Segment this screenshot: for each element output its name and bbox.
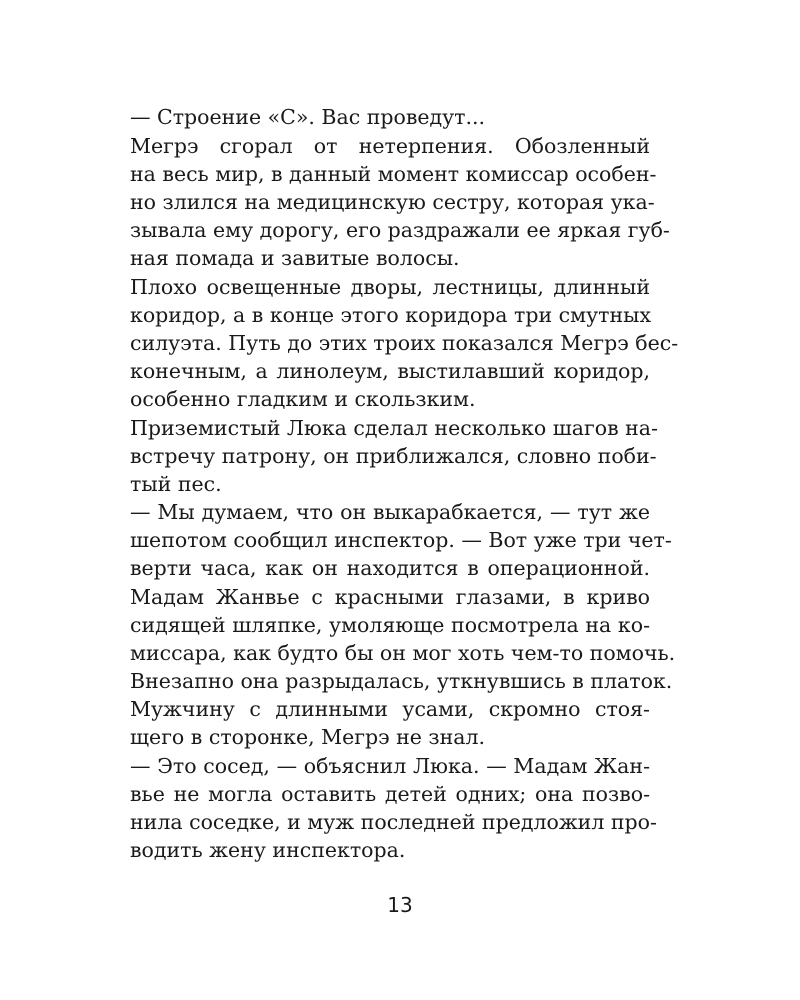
text-line: Приземистый Люка сделал несколько шагов на- [130,416,658,440]
page-number: 13 [387,893,413,917]
text-line: верти часа, как он находится в операционной. [130,556,650,580]
text-line: Мадам Жанвье с красными глазами, в криво [130,585,650,609]
text-line: Плохо освещенные дворы, лестницы, длинный [130,275,650,299]
text-line: силуэта. Путь до этих троих показался Мегрэ бес- [130,331,679,355]
text-line: водить жену инспектора. [130,838,406,862]
text-line: тый пес. [130,472,222,496]
text-line: зывала ему дорогу, его раздражали ее яркая губ- [130,218,670,242]
text-line: Мужчину с длинными усами, скромно стоя- [130,697,650,721]
text-line: щего в сторонке, Мегрэ не знал. [130,725,486,749]
text-line: вье не могла оставить детей одних; она позво- [130,782,650,806]
text-line: миссара, как будто бы он мог хоть чем-то помочь. [130,641,676,665]
text-line: но злился на медицинскую сестру, которая ука- [130,190,655,214]
text-line: на весь мир, в данный момент комиссар особен- [130,162,657,186]
text-line: Мегрэ сгорал от нетерпения. Обозленный [130,134,650,158]
text-line: — Строение «С». Вас проведут... [130,105,486,129]
text-line: встречу патрону, он приближался, словно поби- [130,444,657,468]
text-line: шепотом сообщил инспектор. — Вот уже три чет- [130,528,672,552]
text-line: особенно гладким и скользким. [130,387,476,411]
text-line: ная помада и завитые волосы. [130,246,460,270]
text-line: Внезапно она разрыдалась, уткнувшись в платок. [130,669,673,693]
text-line: коридор, а в конце этого коридора три смутных [130,303,652,327]
text-line: — Это сосед, — объяснил Люка. — Мадам Жан- [130,754,650,778]
text-line: — Мы думаем, что он выкарабкается, — тут же [130,500,650,524]
text-line: нила соседке, и муж последней предложил про- [130,810,657,834]
text-line: конечным, а линолеум, выстилавший коридор, [130,359,650,383]
text-line: сидящей шляпке, умоляюще посмотрела на ко- [130,613,650,637]
